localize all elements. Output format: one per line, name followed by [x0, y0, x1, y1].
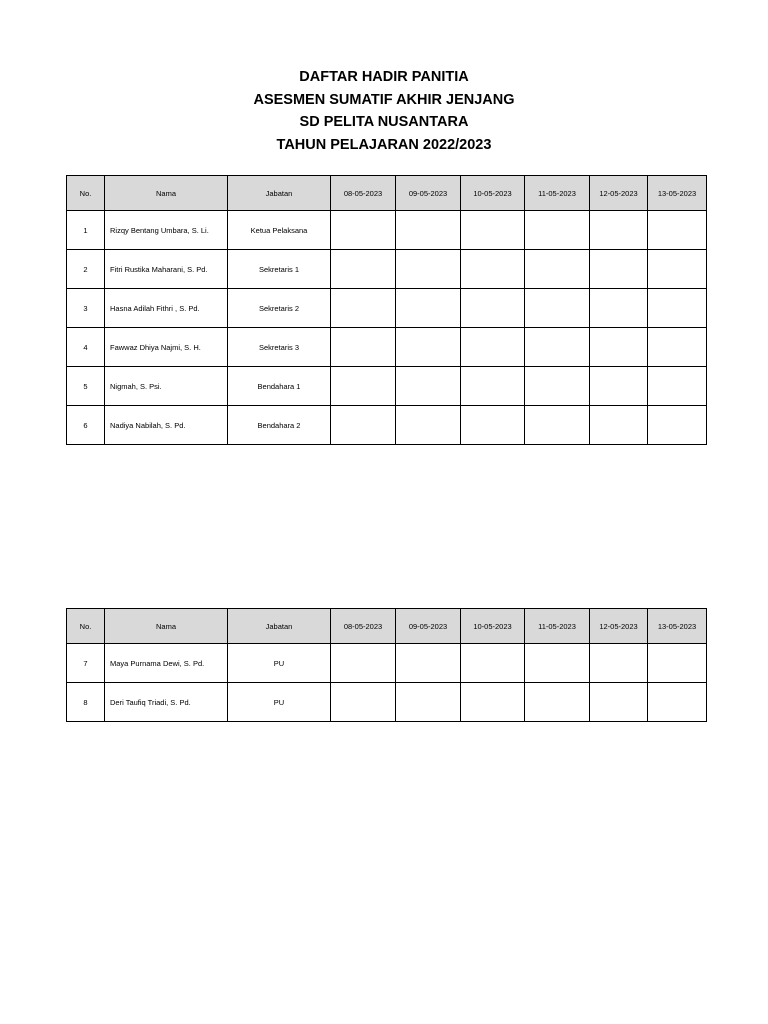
cell-nama: Nadiya Nabilah, S. Pd. — [105, 406, 228, 445]
cell-nama: Nigmah, S. Psi. — [105, 367, 228, 406]
signature-cell — [461, 644, 525, 683]
signature-cell — [331, 644, 396, 683]
signature-cell — [525, 406, 590, 445]
cell-jabatan: Ketua Pelaksana — [228, 211, 331, 250]
signature-cell — [461, 683, 525, 722]
header-date: 09-05-2023 — [396, 609, 461, 644]
header-date: 08-05-2023 — [331, 609, 396, 644]
header-date: 13-05-2023 — [648, 176, 707, 211]
signature-cell — [396, 328, 461, 367]
signature-cell — [396, 367, 461, 406]
document-title — [0, 66, 768, 156]
title-line: SD PELITA NUSANTARA — [299, 114, 469, 130]
header-no: No. — [67, 176, 105, 211]
cell-no: 2 — [67, 250, 105, 289]
cell-no: 4 — [67, 328, 105, 367]
signature-cell — [648, 211, 707, 250]
table-row — [67, 644, 707, 683]
signature-cell — [648, 367, 707, 406]
signature-cell — [590, 328, 648, 367]
signature-cell — [461, 289, 525, 328]
signature-cell — [461, 406, 525, 445]
header-jabatan: Jabatan — [228, 609, 331, 644]
cell-jabatan: Sekretaris 2 — [228, 289, 331, 328]
signature-cell — [525, 328, 590, 367]
signature-cell — [648, 250, 707, 289]
cell-jabatan: Bendahara 1 — [228, 367, 331, 406]
header-date: 12-05-2023 — [590, 609, 648, 644]
cell-no: 1 — [67, 211, 105, 250]
header-nama: Nama — [105, 609, 228, 644]
cell-no: 5 — [67, 367, 105, 406]
signature-cell — [461, 250, 525, 289]
cell-nama: Fawwaz Dhiya Najmi, S. H. — [105, 328, 228, 367]
signature-cell — [331, 406, 396, 445]
cell-nama: Deri Taufiq Triadi, S. Pd. — [105, 683, 228, 722]
title-line: ASESMEN SUMATIF AKHIR JENJANG — [253, 91, 515, 108]
table-row — [67, 328, 707, 367]
signature-cell — [525, 644, 590, 683]
cell-jabatan: PU — [228, 683, 331, 722]
table-row — [67, 211, 707, 250]
title-line: TAHUN PELAJARAN 2022/2023 — [276, 136, 492, 153]
cell-jabatan: Bendahara 2 — [228, 406, 331, 445]
table-row — [67, 683, 707, 722]
signature-cell — [648, 406, 707, 445]
table-row — [67, 406, 707, 445]
signature-cell — [525, 683, 590, 722]
header-date: 11-05-2023 — [525, 176, 590, 211]
header-date: 11-05-2023 — [525, 609, 590, 644]
header-date: 10-05-2023 — [461, 609, 525, 644]
signature-cell — [648, 644, 707, 683]
header-no: No. — [67, 609, 105, 644]
signature-cell — [461, 367, 525, 406]
signature-cell — [590, 367, 648, 406]
attendance-table-2 — [66, 608, 707, 722]
cell-jabatan: Sekretaris 1 — [228, 250, 331, 289]
signature-cell — [396, 211, 461, 250]
cell-nama: Fitri Rustika Maharani, S. Pd. — [105, 250, 228, 289]
signature-cell — [590, 250, 648, 289]
signature-cell — [396, 406, 461, 445]
signature-cell — [396, 683, 461, 722]
table-header-row — [67, 609, 707, 644]
signature-cell — [396, 250, 461, 289]
cell-no: 7 — [67, 644, 105, 683]
signature-cell — [648, 328, 707, 367]
cell-jabatan: Sekretaris 3 — [228, 328, 331, 367]
signature-cell — [331, 289, 396, 328]
table-row — [67, 289, 707, 328]
signature-cell — [648, 683, 707, 722]
cell-no: 8 — [67, 683, 105, 722]
header-nama: Nama — [105, 176, 228, 211]
signature-cell — [331, 328, 396, 367]
signature-cell — [525, 250, 590, 289]
cell-nama: Hasna Adilah Fithri , S. Pd. — [105, 289, 228, 328]
cell-no: 6 — [67, 406, 105, 445]
signature-cell — [590, 211, 648, 250]
header-date: 08-05-2023 — [331, 176, 396, 211]
signature-cell — [590, 683, 648, 722]
signature-cell — [331, 211, 396, 250]
table-header-row — [67, 176, 707, 211]
title-line: DAFTAR HADIR PANITIA — [299, 69, 469, 85]
signature-cell — [461, 328, 525, 367]
signature-cell — [461, 211, 525, 250]
header-date: 09-05-2023 — [396, 176, 461, 211]
header-date: 12-05-2023 — [590, 176, 648, 211]
signature-cell — [396, 644, 461, 683]
signature-cell — [331, 683, 396, 722]
header-date: 10-05-2023 — [461, 176, 525, 211]
table-row — [67, 367, 707, 406]
signature-cell — [590, 644, 648, 683]
signature-cell — [648, 289, 707, 328]
cell-jabatan: PU — [228, 644, 331, 683]
header-jabatan: Jabatan — [228, 176, 331, 211]
signature-cell — [525, 367, 590, 406]
attendance-table-1 — [66, 175, 707, 445]
signature-cell — [331, 250, 396, 289]
signature-cell — [590, 289, 648, 328]
cell-nama: Maya Purnama Dewi, S. Pd. — [105, 644, 228, 683]
signature-cell — [331, 367, 396, 406]
table-row — [67, 250, 707, 289]
signature-cell — [396, 289, 461, 328]
signature-cell — [525, 211, 590, 250]
signature-cell — [525, 289, 590, 328]
cell-nama: Rizqy Bentang Umbara, S. Li. — [105, 211, 228, 250]
header-date: 13-05-2023 — [648, 609, 707, 644]
signature-cell — [590, 406, 648, 445]
cell-no: 3 — [67, 289, 105, 328]
